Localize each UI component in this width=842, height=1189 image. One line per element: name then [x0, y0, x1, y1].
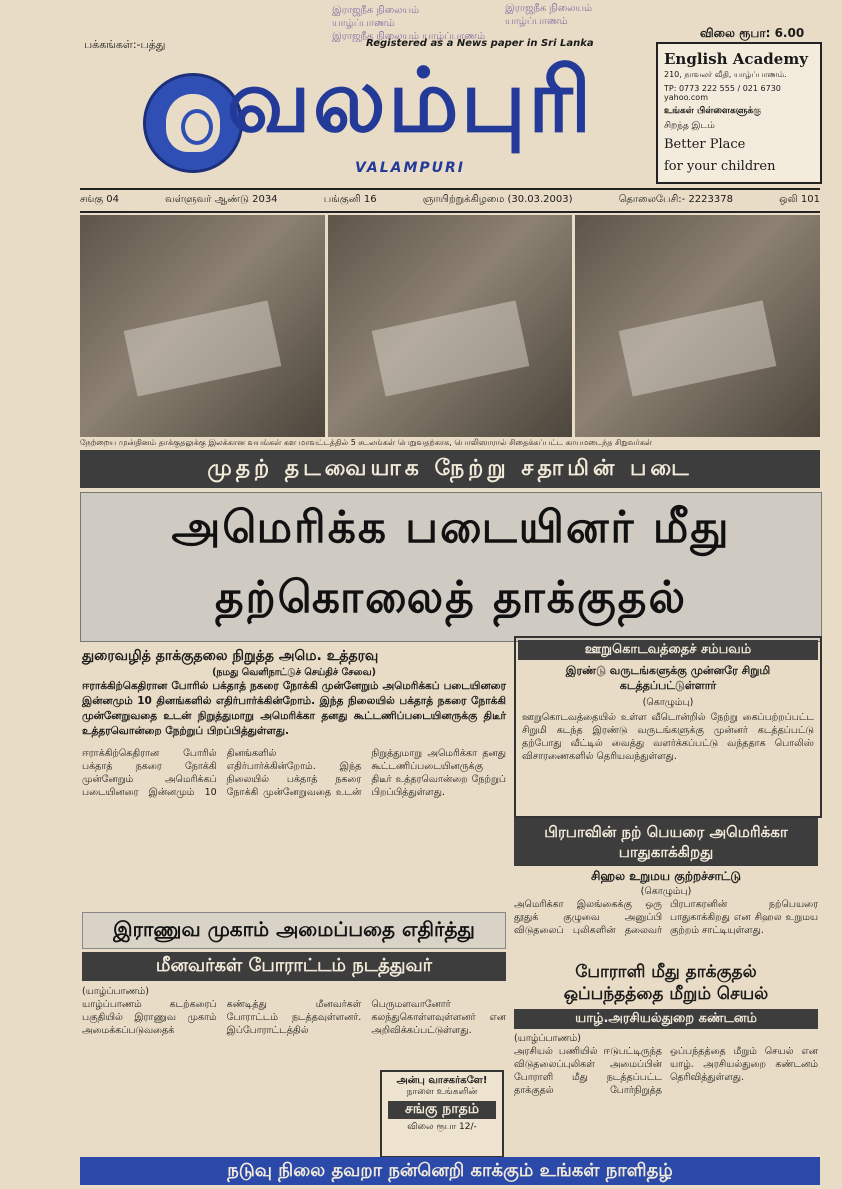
ad-title: English Academy: [664, 50, 808, 68]
story3-subhead: சிஹல உறுமய குற்றச்சாட்டு: [590, 869, 742, 883]
story2-body: ஊறுகொடவத்தையில் உள்ள வீடொன்றில் நேற்று கைப்பற்றப்பட்ட சிறுமி கடந்த இரண்டு வருடங்களுக்கு முன்னர் கடத்தப்பட்டு தற்போது வீட்டில் வைத்து வளர்க்கப்பட்டு வந்ததாக பொலிஸ் விசாரணைகளில் தெரியவந்துள்ளது.: [522, 712, 814, 762]
strapline: முதற் தடவையாக நேற்று சதாமின் படை: [80, 450, 820, 488]
ad-phone: TP: 0773 222 555 / 021 6730 yahoo.com: [664, 84, 781, 102]
story4-body: யாழ்ப்பாணம் கடற்கரைப் பகுதியில் இராணுவ முகாம் அமைக்கப்படுவதைக் கண்டித்து மீனவர்கள் போராட்டம் நடத்தவுள்ளனர். இப்போராட்டத்தில் பெருமளவானோர் கலந்துகொள்ளவுள்ளனர் என அறிவிக்கப்பட்டுள்ளது.: [82, 999, 506, 1036]
main-headline: [80, 492, 822, 642]
promo-line1: அன்பு வாசகர்களே!: [396, 1075, 488, 1086]
story3-body: அமெரிக்கா இலங்கைக்கு ஒரு தூதுக் குழுவை அனுப்பி விடுதலைப் புலிகளின் தலைவர் பிரபாகரனின் நற்பெயரை பாதுகாக்கிறது என சிஹல உறுமய குற்றம் சாட்டியுள்ளது.: [514, 899, 818, 936]
news-photo: [328, 215, 573, 437]
page-count: பக்கங்கள்:-பத்து: [84, 38, 166, 51]
story4-subhead: மீனவர்கள் போராட்டம் நடத்துவர்: [82, 952, 506, 981]
story-urugodawatte: [514, 636, 822, 818]
tamil-month: பங்குனி 16: [323, 194, 377, 205]
english-academy-ad: [656, 42, 822, 184]
story5-title: போராளி மீது தாக்குதல்: [575, 962, 757, 982]
date: ஞாயிற்றுக்கிழமை (30.03.2003): [422, 194, 573, 205]
phone: தொலைபேசி:- 2223378: [618, 194, 733, 205]
ad-line2: சிறந்த இடம்: [664, 121, 715, 131]
stamp-text-2: இராஜநீக நிலையம் யாழ்ப்பாணம்: [505, 3, 593, 27]
tamil-year: வள்ளுவர் ஆண்டு 2034: [165, 194, 278, 205]
story5-subhead-2: யாழ்.அரசியல்துறை கண்டனம்: [514, 1009, 818, 1029]
price: விலை ரூபா: 6.00: [700, 26, 805, 40]
headline-line-2: தற்கொலைத் தாக்குதல்: [215, 572, 687, 623]
news-photo: [575, 215, 820, 437]
issue: ஒலி 101: [779, 194, 820, 205]
masthead-subtitle: VALAMPURI: [354, 160, 466, 176]
story5-body: அரசியல் பணியில் ஈடுபட்டிருந்த விடுதலைப்புலிகள் அமைப்பின் போராளி மீது நடத்தப்பட்ட தாக்குதல் போர்நிறுத்த ஒப்பந்தத்தை மீறும் செயல் என யாழ். அரசியல்துறை கண்டனம் தெரிவித்துள்ளது.: [514, 1046, 818, 1096]
news-photo: [80, 215, 325, 437]
story3-title: பிரபாவின் நற் பெயரை அமெரிக்கா பாதுகாக்கிறது: [514, 818, 818, 866]
divider: [80, 211, 820, 213]
story3-credit: (கொழும்பு): [640, 886, 692, 897]
volume: சங்கு 04: [80, 194, 120, 205]
story2-credit: (கொழும்பு): [642, 697, 694, 708]
lead-subhead: துரைவழித் தாக்குதலை நிறுத்த அமெ. உத்தரவு: [82, 648, 379, 664]
story5-subhead: ஒப்பந்தத்தை மீறும் செயல்: [563, 984, 769, 1004]
promo-box: [380, 1070, 504, 1158]
lead-credit: (நமது வெளிநாட்டுச் செய்திச் சேவை): [212, 667, 376, 678]
story2-subhead: இரண்டு வருடங்களுக்கு முன்னரே சிறுமி கடத்தப்பட்டுள்ளார்: [565, 664, 771, 692]
lead-body-columns: ஈராக்கிற்கெதிரான போரில் பக்தாத் நகரை நோக்கி முன்னேறும் அமெரிக்கப் படையினரை இன்னமும் 10 தினங்களில் எதிர்பார்க்கின்றோம். இந்த நிலையில் பக்தாத் நகரை நோக்கி முன்னேறுவதை உடன் நிறுத்துமாறு அமெரிக்கா தனது கூட்டணிப்படையினருக்கு திடீர் உத்தரவொன்றை நேற்றுப் பிறப்பித்துள்ளது.: [82, 748, 506, 798]
lead-body: ஈராக்கிற்கெதிரான போரில் பக்தாத் நகரை நோக்கி முன்னேறும் அமெரிக்கப் படையினரை இன்னமும் 10 தினங்களில் எதிர்பார்க்கின்றோம். இந்த நிலையில் பக்தாத் நகரை நோக்கி முன்னேறுவதை உடன் நிறுத்துமாறு அமெரிக்கா தனது கூட்டணிப்படையினருக்கு திடீர் உத்தரவொன்றை நேற்றுப் பிறப்பித்துள்ளது.: [82, 680, 506, 737]
dateline: [80, 190, 820, 210]
stamp-text: இராஜநீக நிலையம் யாழ்ப்பாணம் இராஜநீக நிலையம் யாழ்ப்பாணம்: [332, 5, 486, 42]
lead-story: [82, 648, 506, 867]
story-prabha: [514, 818, 818, 968]
story4-credit: (யாழ்ப்பாணம்): [82, 986, 150, 997]
bottom-banner: நடுவு நிலை தவறா நன்னெறி காக்கும் உங்கள் நாளிதழ்: [80, 1157, 820, 1185]
story4-title: இராணுவ முகாம் அமைப்பதை எதிர்த்து: [82, 912, 506, 949]
registration-note: Registered as a News paper in Sri Lanka: [366, 38, 594, 49]
promo-line4: விலை ரூபா 12/-: [407, 1122, 477, 1132]
masthead-title: வலம்புரி: [226, 48, 594, 152]
promo-line3: சங்கு நாதம்: [388, 1101, 496, 1119]
ad-english-1: Better Place: [664, 137, 746, 152]
ad-address: 210, நாவலர் வீதி, யாழ்ப்பாணம்.: [664, 70, 787, 79]
promo-line2: நாளை உங்களின்: [406, 1087, 478, 1097]
masthead: [200, 40, 620, 200]
story-fighter-attack: [514, 962, 818, 1150]
ad-english-2: for your children: [664, 159, 776, 174]
ad-line1: உங்கள் பிள்ளைகளுக்கு: [664, 106, 762, 116]
story5-credit: (யாழ்ப்பாணம்): [514, 1033, 582, 1044]
headline-line-1: அமெரிக்க படையினர் மீது: [171, 502, 731, 553]
story2-title: ஊறுகொடவத்தைச் சம்பவம்: [518, 640, 818, 660]
photo-caption: நேற்றைய முன்தினம் தாக்குதலுக்கு இலக்கான வயங்கள் கள மாவட்டத்தில் 5 சடலங்கள் பெறுவதற்காக, பொலிஸாரால் சிதைக்கப்பட்ட காயமடைந்த சிறுவர்கள்: [80, 438, 653, 447]
photo-strip: [80, 215, 820, 437]
